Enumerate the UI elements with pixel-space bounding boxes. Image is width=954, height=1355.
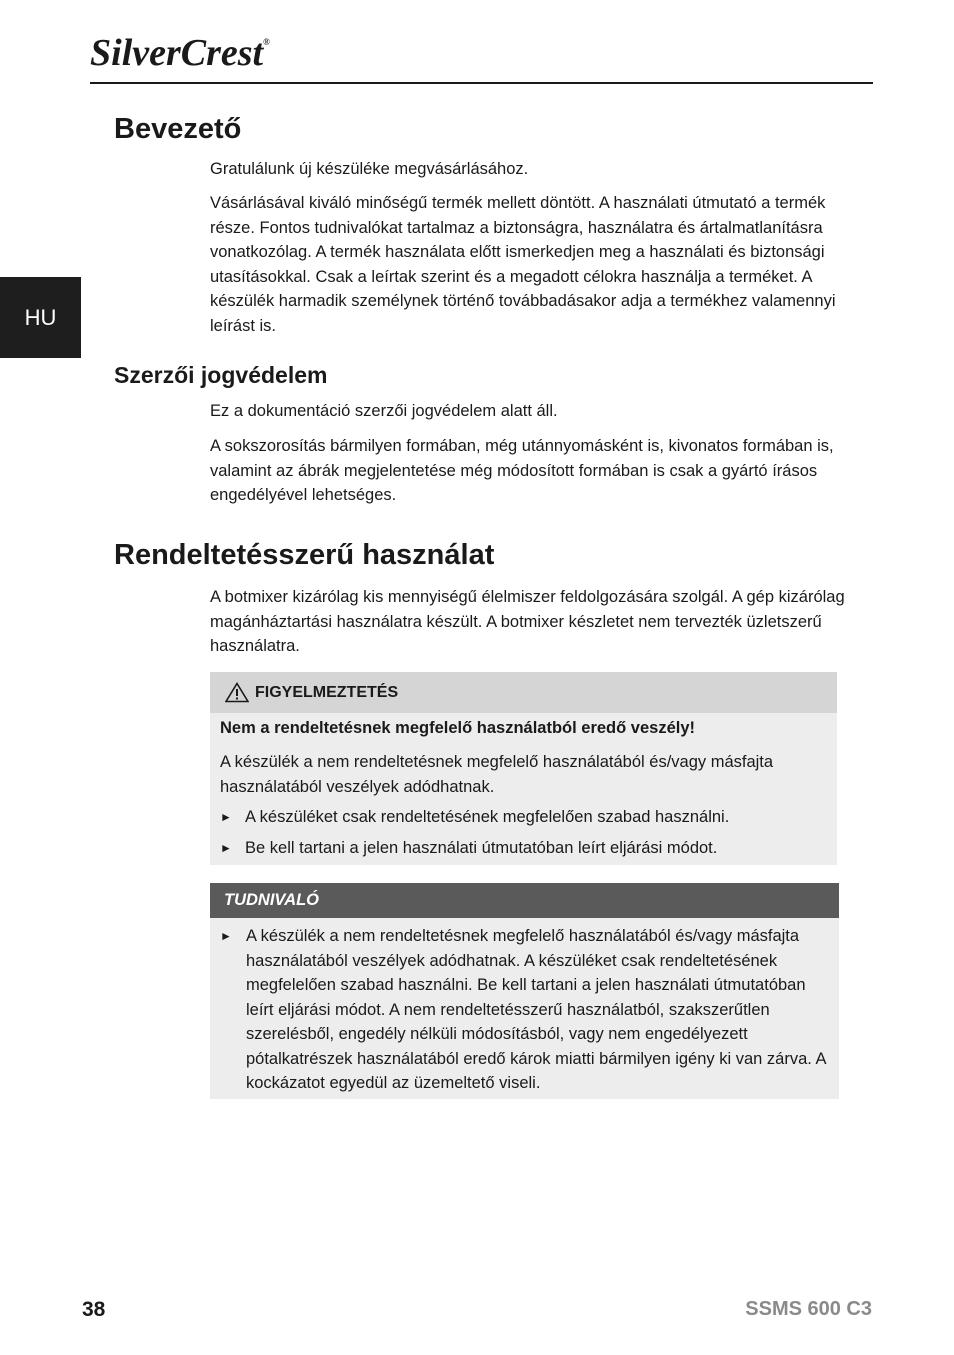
bullet-arrow-icon: ►: [220, 929, 232, 943]
bullet-arrow-icon: ►: [220, 810, 232, 824]
copyright-paragraph-2: A sokszorosítás bármilyen formában, még utánnyomásként is, kivonatos formában is, valamint az ábrák megjelentetése még módosított formában is csak a gyártó írásos engedélyével lehetséges.: [210, 437, 834, 504]
language-tab: HU: [0, 277, 81, 358]
section-title-intended-use: Rendeltetésszerű használat: [114, 539, 495, 571]
section-title-copyright: Szerzői jogvédelem: [114, 362, 328, 388]
section-title-intro: Bevezető: [114, 113, 242, 145]
note-heading: TUDNIVALÓ: [210, 883, 839, 918]
intro-paragraph-1: Gratulálunk új készüléke megvásárlásához.: [210, 160, 529, 178]
intro-paragraph-2: Vásárlásával kiváló minőségű termék mellett döntött. A használati útmutató a termék része. Fontos tudnivalókat tartalmaz a biztonságra, használatra és ártalmatlanításra vonatkozólag. A termék használata előtt ismerkedjen meg a használati és biztonsági utasításokkal. Csak a leírtak szerint és a megadott célokra használja a terméket. A készülék harmadik személynek történő továbbadásakor adja a termékhez valamennyi leírást is.: [210, 194, 836, 335]
header-divider: [90, 82, 873, 84]
brand-logo: SilverCrest®: [90, 32, 270, 74]
intended-use-paragraph: A botmixer kizárólag kis mennyiségű élelmiszer feldolgozására szolgál. A gép kizárólag magánháztartási használatra készült. A botmixer készletet nem tervezték üzletszerű használatra.: [210, 588, 845, 655]
warning-triangle-icon: [225, 682, 249, 703]
warning-header: [210, 672, 837, 713]
note-box: [210, 883, 839, 1099]
warning-heading: FIGYELMEZTETÉS: [255, 683, 399, 701]
warning-subheading: Nem a rendeltetésnek megfelelő használatból eredő veszély!: [220, 719, 696, 737]
page-number: 38: [82, 1298, 106, 1321]
copyright-paragraph-1: Ez a dokumentáció szerzői jogvédelem alatt áll.: [210, 402, 558, 420]
bullet-arrow-icon: ►: [220, 841, 232, 855]
warning-box: FIGYELMEZTETÉS Nem a rendeltetésnek megfelelő használatból eredő veszély! A készülék a nem rendeltetésnek megfelelő használatából és/vagy másfajta használatából veszélyek adódhatnak. ► A készüléket csak rendeltetésének megfelelően szabad használni. ► Be kell tartani a jelen használati útmutatóban leírt eljárási módot.: [210, 672, 837, 865]
note-bullet: ► A készülék a nem rendeltetésnek megfelelő használatából és/vagy másfajta használatából veszélyek adódhatnak. A készüléket csak rendeltetésének megfelelően szabad használni. Be kell tartani a jelen használati útmutatóban leírt eljárási módot. A nem rendeltetésszerű használatból, szakszerűtlen szerelésből, engedély nélküli módosításból, vagy nem engedélyezett pótalkatrészek használatából eredő károk miatti bármilyen igény ki van zárva. A kockázatot egyedül az üzemeltető viseli.: [220, 924, 830, 1096]
warning-text: A készülék a nem rendeltetésnek megfelelő használatából és/vagy másfajta használatából veszélyek adódhatnak.: [220, 753, 774, 796]
model-number: SSMS 600 C3: [745, 1298, 872, 1320]
